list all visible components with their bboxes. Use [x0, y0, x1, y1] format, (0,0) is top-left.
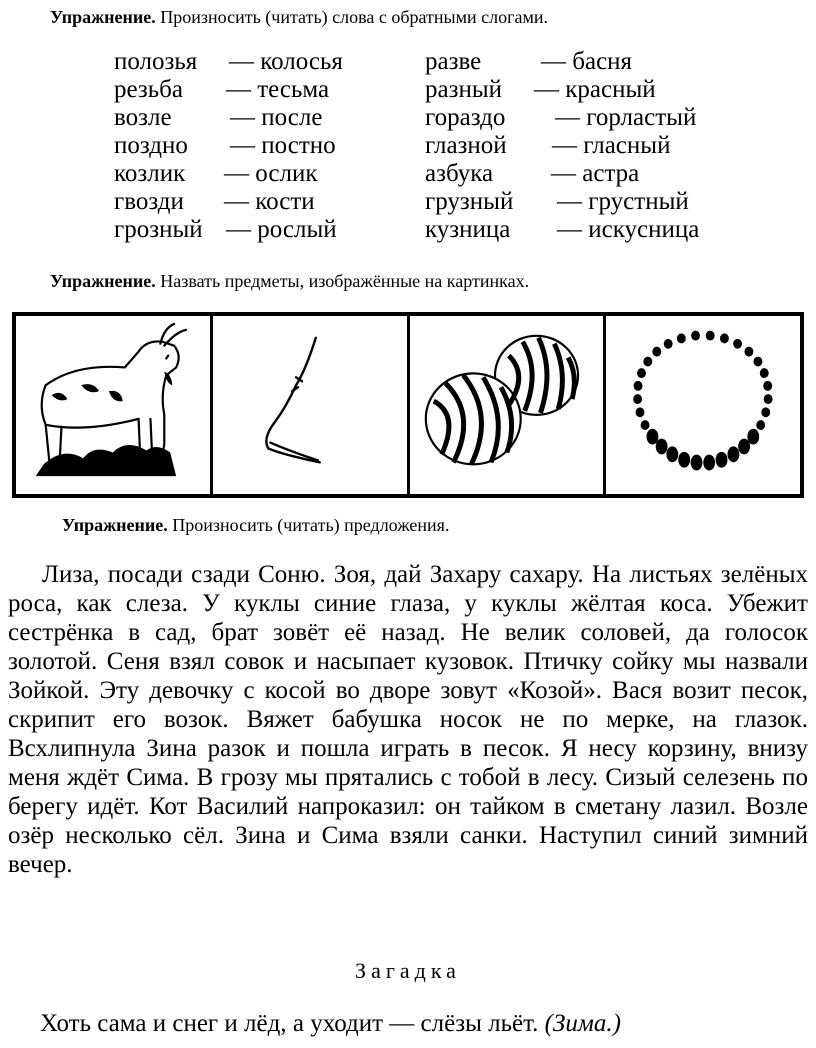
bead	[656, 439, 668, 455]
exercise-1-title	[50, 6, 548, 28]
word-b: — рослый	[226, 216, 337, 243]
scythe-icon	[213, 316, 407, 494]
word-b: — тесьма	[226, 76, 330, 103]
bead	[706, 331, 715, 341]
word-a: грозный	[114, 216, 203, 243]
word-b: — гласный	[552, 132, 671, 159]
exercise-3-text: Произносить (читать) предложения.	[172, 515, 450, 535]
word-b: — ослик	[224, 160, 318, 187]
bead	[704, 455, 716, 471]
watermelons-illustration	[410, 316, 607, 494]
word-pair-row	[114, 188, 343, 216]
bead	[720, 333, 729, 343]
word-b: — красный	[534, 76, 656, 103]
riddle-title: Загадка	[355, 958, 461, 983]
bead	[754, 357, 763, 367]
necklace-icon	[606, 316, 800, 494]
bead	[691, 331, 700, 341]
word-a: глазной	[425, 132, 507, 159]
bead	[637, 368, 646, 378]
bead-necklace-illustration	[606, 316, 800, 494]
word-b: — грустный	[557, 188, 689, 215]
goat-icon	[16, 316, 210, 494]
bead	[667, 446, 679, 462]
exercise-3-label: Упражнение.	[62, 515, 168, 535]
word-a: грузный	[425, 188, 514, 215]
word-a: гораздо	[425, 104, 506, 131]
word-pair-row	[114, 48, 343, 76]
word-b: — постно	[230, 132, 336, 159]
scythe-illustration	[213, 316, 410, 494]
exercise-1-text: Произносить (читать) слова с обратными слогами.	[160, 7, 549, 27]
word-a: разный	[425, 76, 503, 103]
exercise-3-title	[62, 514, 449, 536]
riddle-answer: (Зима.)	[544, 1010, 621, 1037]
word-pair-row	[425, 76, 699, 104]
bead	[733, 339, 742, 349]
word-pair-row	[425, 132, 699, 160]
word-a: гвозди	[114, 188, 184, 215]
bead	[748, 429, 760, 445]
picture-strip	[12, 312, 804, 498]
exercise-2-label: Упражнение.	[50, 271, 156, 291]
exercise-2-text: Назвать предметы, изображённые на картинках.	[160, 271, 530, 291]
bead	[653, 347, 662, 357]
watermelon-icon	[410, 316, 604, 494]
word-b: — искусница	[557, 216, 700, 243]
word-a: разве	[425, 48, 482, 75]
bead	[716, 452, 728, 468]
word-b: — колосья	[229, 48, 343, 75]
word-b: — кости	[224, 188, 315, 215]
word-b: — после	[230, 104, 323, 131]
word-a: резьба	[114, 76, 183, 103]
goat-illustration	[16, 316, 213, 494]
bead	[677, 333, 686, 343]
word-a: козлик	[114, 160, 186, 187]
bead	[691, 455, 703, 471]
bead	[728, 446, 740, 462]
bead	[760, 368, 769, 378]
bead	[644, 357, 653, 367]
bead	[764, 394, 773, 404]
word-pair-row	[114, 132, 343, 160]
word-pair-row	[114, 216, 343, 244]
bead	[757, 420, 766, 430]
bead	[636, 407, 645, 417]
exercise-2-title	[50, 270, 529, 292]
word-pair-row	[425, 188, 699, 216]
word-b: — басня	[541, 48, 633, 75]
word-pair-row	[114, 104, 343, 132]
bead	[641, 420, 650, 430]
bead	[679, 452, 691, 468]
bead	[745, 347, 754, 357]
word-a: полозья	[114, 48, 198, 75]
word-a: возле	[114, 104, 172, 131]
word-pair-row	[425, 216, 699, 244]
word-a: поздно	[114, 132, 188, 159]
bead	[647, 429, 659, 445]
bead	[764, 381, 773, 391]
word-pair-row	[114, 76, 343, 104]
bead	[633, 394, 642, 404]
word-pair-row	[425, 48, 699, 76]
word-pair-row	[425, 160, 699, 188]
riddle-text: Хоть сама и снег и лёд, а уходит — слёзы льёт.	[40, 1010, 539, 1037]
bead	[738, 439, 750, 455]
bead	[634, 381, 643, 391]
riddle-text-line	[40, 1010, 621, 1038]
word-a: азбука	[425, 160, 494, 187]
word-a: кузница	[425, 216, 511, 243]
reading-paragraph: Лиза, посади сзади Соню. Зоя, дай Захару сахару. На листьях зелёных роса, как слеза. У куклы синие глаза, у куклы жёлтая коса. Убежит сестрёнка в сад, брат зовёт её назад. Не велик соловей, да голосок золотой. Сеня взял совок и насыпает кузовок. Птичку сойку мы назвали Зойкой. Эту девочку с косой во дворе зовут «Козой». Вася возит песок, скрипит его возок. Вяжет бабушка носок не по мерке, на глазок. Всхлипнула Зина разок и пошла играть в песок. Я несу корзину, внизу меня ждёт Сима. В грозу мы прятались с тобой в лесу. Сизый селезень по берегу идёт. Кот Василий напроказил: он тайком в сметану лазил. Возле озёр несколько сёл. Зина и Сима взяли санки. Наступил синий зимний вечер.	[8, 561, 808, 878]
word-pairs-left-column	[114, 48, 343, 244]
word-pair-row	[114, 160, 343, 188]
bead	[762, 407, 771, 417]
word-pair-row	[425, 104, 699, 132]
exercise-1-label: Упражнение.	[50, 7, 156, 27]
word-b: — горластый	[555, 104, 697, 131]
word-b: — астра	[551, 160, 640, 187]
word-pairs-right-column	[425, 48, 699, 244]
bead	[664, 339, 673, 349]
